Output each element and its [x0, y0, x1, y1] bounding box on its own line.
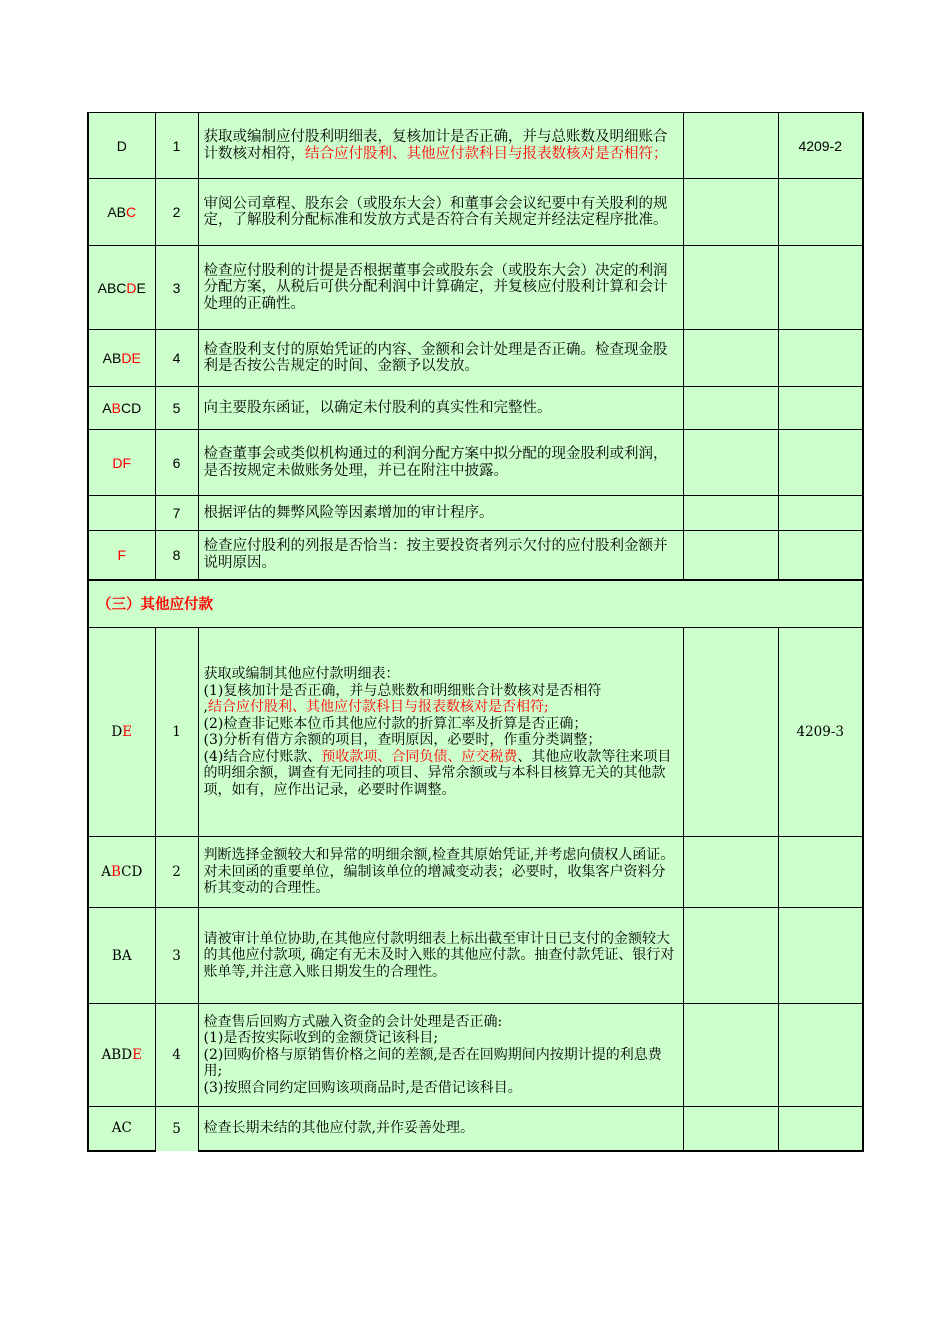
text-run: 请被审计单位协助,在其他应付款明细表上标出截至审计日已支付的金额较大的其他应付款项, 确定有无未及时入账的其他应付款。抽查付款凭证、银行对账单等,并注意入账日期发生的合理性。: [203, 930, 675, 980]
procedure-description-cell: [198, 387, 683, 430]
text-run: 审阅公司章程、股东会（或股东大会）和董事会会议纪要中有关股利的规定，了解股利分配标准和发放方式是否符合有关规定并经法定程序批准。: [203, 195, 668, 228]
description-line: [204, 699, 677, 716]
workpaper-reference-cell: [778, 496, 863, 531]
procedure-description-cell: [198, 837, 683, 908]
highlighted-text: E: [122, 724, 133, 740]
highlighted-text: 结合应付股利、其他应付款科目与报表数核对是否相符;: [207, 699, 549, 715]
text-run: (1)是否按实际收到的金额贷记该科目;: [203, 1030, 439, 1047]
audit-procedure-table: [87, 112, 864, 1152]
procedure-description-cell: [198, 1107, 683, 1151]
table-row: [88, 531, 863, 580]
description-line: [204, 666, 677, 683]
text-run: (1)复核加计是否正确，并与总账数和明细账合计数核对是否相符: [203, 682, 602, 699]
assertion-code-cell: [88, 531, 155, 580]
text-run: D: [111, 724, 123, 740]
step-number-cell: 3: [155, 908, 198, 1004]
description-line: [204, 716, 677, 733]
highlighted-text: B: [110, 864, 122, 880]
workpaper-blank-cell: [683, 531, 778, 580]
description-line: [204, 732, 677, 749]
step-number-cell: 2: [155, 837, 198, 908]
workpaper-reference-cell: 4209-3: [778, 628, 863, 837]
text-run: D: [116, 137, 127, 154]
step-number-cell: 2: [155, 179, 198, 246]
description-line: [204, 1047, 677, 1080]
procedure-description-cell: [198, 496, 683, 531]
procedure-description-cell: [198, 330, 683, 387]
step-number-cell: 1: [155, 628, 198, 837]
description-line: [204, 683, 677, 700]
procedure-description-cell: [198, 430, 683, 496]
text-run: A: [102, 400, 112, 416]
assertion-code-cell: [88, 908, 155, 1004]
procedure-description-cell: [198, 113, 683, 179]
highlighted-text: D: [126, 279, 137, 296]
step-number-cell: 5: [155, 387, 198, 430]
description-line: [204, 1080, 677, 1097]
text-run: ABC: [97, 279, 127, 296]
highlighted-text: 预收款项、合同负债、应交税费: [321, 748, 518, 765]
step-number-cell: 6: [155, 430, 198, 496]
workpaper-blank-cell: [683, 1107, 778, 1151]
highlighted-text: E: [132, 1047, 142, 1063]
workpaper-reference-cell: [778, 246, 863, 330]
procedure-description-cell: [198, 246, 683, 330]
table-row: [88, 1004, 863, 1107]
assertion-code-cell: [88, 179, 155, 246]
text-run: 检查应付股利的计提是否根据董事会或股东会（或股东大会）决定的利润分配方案，从税后可供分配利润中计算确定，并复核应付股利计算和会计处理的正确性。: [203, 262, 668, 312]
table-row: [88, 496, 863, 531]
table-row: [88, 179, 863, 246]
workpaper-reference-cell: [778, 837, 863, 908]
assertion-code-cell: [88, 1004, 155, 1107]
description-line: [204, 1120, 677, 1137]
workpaper-reference-cell: [778, 179, 863, 246]
assertion-code-cell: [88, 430, 155, 496]
workpaper-blank-cell: [683, 628, 778, 837]
workpaper-reference-cell: [778, 387, 863, 430]
highlighted-text: B: [111, 400, 121, 416]
text-run: 检查董事会或类似机构通过的利润分配方案中拟分配的现金股利或利润，是否按规定未做账务处理，并已在附注中披露。: [203, 446, 668, 479]
procedure-description-cell: [198, 628, 683, 837]
workpaper-blank-cell: [683, 837, 778, 908]
workpaper-blank-cell: [683, 330, 778, 387]
text-run: AB: [102, 350, 122, 366]
text-run: 检查股利支付的原始凭证的内容、金额和会计处理是否正确。检查现金股利是否按公告规定的时间、金额予以发放。: [203, 341, 668, 374]
table-row: [88, 330, 863, 387]
procedure-description-cell: [198, 179, 683, 246]
step-number-cell: 3: [155, 246, 198, 330]
workpaper-blank-cell: [683, 1004, 778, 1107]
text-run: (3)分析有借方余额的项目，查明原因，必要时，作重分类调整；: [203, 732, 602, 748]
text-run: 获取或编制其他应付款明细表：: [203, 666, 400, 682]
step-number-cell: 8: [155, 531, 198, 580]
text-run: 、其他应收款等往来项目的明细余额，调查有无同挂的项目、异常余额或与本科目核算无关的其他款项，如有，应作出记录，必要时作调整。: [203, 748, 672, 798]
table-row: [88, 628, 863, 837]
description-line: [204, 931, 677, 981]
table-row: [88, 837, 863, 908]
workpaper-reference-cell: [778, 531, 863, 580]
table-row: [88, 430, 863, 496]
assertion-code-cell: [88, 496, 155, 531]
table-row: [88, 246, 863, 330]
section-title: （三）其他应付款: [88, 580, 863, 628]
text-run: E: [136, 279, 146, 296]
description-line: [204, 1030, 677, 1047]
dividends-payable-section: [88, 113, 863, 580]
text-run: AB: [107, 204, 127, 220]
highlighted-text: C: [126, 204, 137, 220]
step-number-cell: 7: [155, 496, 198, 531]
workpaper-blank-cell: [683, 113, 778, 179]
highlighted-text: DE: [121, 350, 141, 366]
workpaper-blank-cell: [683, 387, 778, 430]
step-number-cell: 5: [155, 1107, 198, 1151]
text-run: AC: [111, 1120, 132, 1137]
text-run: A: [101, 864, 111, 880]
table-row: [88, 113, 863, 179]
highlighted-text: DF: [112, 454, 132, 471]
workpaper-blank-cell: [683, 496, 778, 531]
table-row: [88, 1107, 863, 1151]
workpaper-reference-cell: [778, 330, 863, 387]
workpaper-reference-cell: [778, 1004, 863, 1107]
text-run: 向主要股东函证，以确定未付股利的真实性和完整性。: [203, 399, 552, 416]
assertion-code-cell: [88, 113, 155, 179]
workpaper-reference-cell: [778, 908, 863, 1004]
audit-procedure-sheet: [87, 112, 862, 1152]
description-line: [204, 847, 677, 897]
workpaper-blank-cell: [683, 430, 778, 496]
assertion-code-cell: [88, 628, 155, 837]
text-run: CD: [121, 864, 143, 880]
text-run: 根据评估的舞弊风险等因素增加的审计程序。: [203, 504, 494, 521]
text-run: ,: [203, 699, 208, 715]
description-line: [204, 749, 677, 799]
assertion-code-cell: [88, 837, 155, 908]
workpaper-reference-cell: 4209-2: [778, 113, 863, 179]
step-number-cell: 4: [155, 330, 198, 387]
assertion-code-cell: [88, 246, 155, 330]
workpaper-blank-cell: [683, 908, 778, 1004]
step-number-cell: 1: [155, 113, 198, 179]
table-row: [88, 387, 863, 430]
assertion-code-cell: [88, 1107, 155, 1151]
workpaper-blank-cell: [683, 179, 778, 246]
workpaper-reference-cell: [778, 1107, 863, 1151]
procedure-description-cell: [198, 908, 683, 1004]
table-row: [88, 908, 863, 1004]
description-line: [204, 1014, 677, 1031]
text-run: CD: [120, 400, 142, 416]
step-number-cell: 4: [155, 1004, 198, 1107]
assertion-code-cell: [88, 387, 155, 430]
text-run: ABD: [101, 1047, 133, 1063]
text-run: (3)按照合同约定回购该项商品时,是否借记该科目。: [203, 1079, 522, 1096]
text-run: 判断选择金额较大和异常的明细余额,检查其原始凭证,并考虑向债权人函证。对未回函的重要单位，编制该单位的增减变动表；必要时，收集客户资料分析其变动的合理性。: [203, 847, 675, 897]
text-run: BA: [111, 947, 132, 964]
text-run: (2)回购价格与原销售价格之间的差额,是否在回购期间内按期计提的利息费用;: [203, 1046, 662, 1080]
other-payables-section: [88, 580, 863, 1151]
section-header-row: [88, 580, 863, 628]
procedure-description-cell: [198, 1004, 683, 1107]
text-run: (2)检查非记账本位币其他应付款的折算汇率及折算是否正确；: [203, 715, 588, 732]
assertion-code-cell: [88, 330, 155, 387]
text-run: 获取或编制应付股利明细表，复核加计是否正确，并与总账数及明细账合计数核对相符，: [203, 129, 668, 162]
text-run: (4)结合应付账款、: [203, 748, 322, 765]
highlighted-text: F: [117, 546, 127, 563]
procedure-description-cell: [198, 531, 683, 580]
text-run: 检查售后回购方式融入资金的会计处理是否正确:: [203, 1013, 503, 1030]
text-run: 检查长期未结的其他应付款,并作妥善处理。: [203, 1120, 474, 1136]
workpaper-reference-cell: [778, 430, 863, 496]
highlighted-text: 结合应付股利、其他应付款科目与报表数核对是否相符；: [305, 145, 668, 162]
workpaper-blank-cell: [683, 246, 778, 330]
text-run: 检查应付股利的列报是否恰当：按主要投资者列示欠付的应付股利金额并说明原因。: [203, 538, 668, 571]
